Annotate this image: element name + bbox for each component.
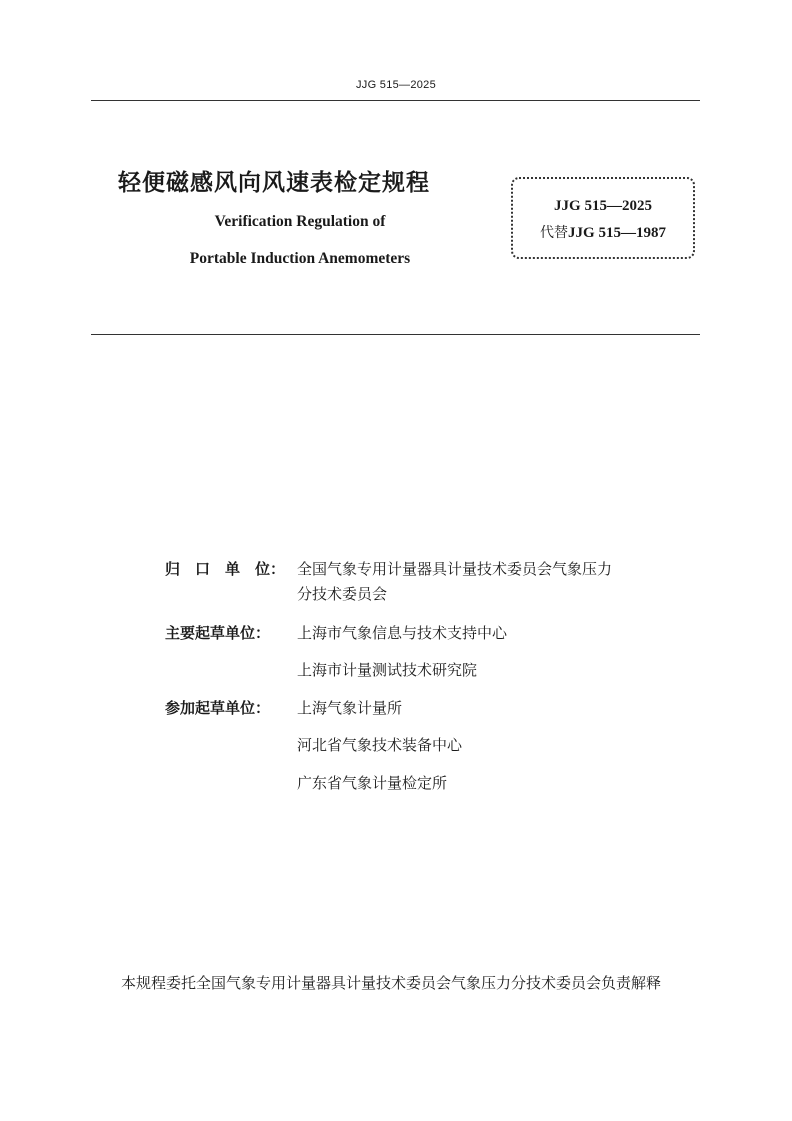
main-drafting-label: 主要起草单位：: [165, 624, 271, 642]
replaces-line: [513, 222, 693, 242]
main-drafting-unit-1: 上海市气象信息与技术支持中心: [297, 624, 508, 642]
replaced-standard-code: JJG 515—1987: [568, 225, 666, 241]
participating-unit-1: 上海气象计量所: [297, 699, 403, 717]
header-rule: [91, 100, 700, 101]
standard-code: JJG 515—2025: [554, 198, 652, 214]
responsible-unit-line2: 分技术委员会: [297, 585, 388, 603]
participating-drafting-label: 参加起草单位：: [165, 699, 271, 717]
responsible-unit-label: 归 口 单 位：: [165, 560, 286, 578]
responsible-unit-line1: 全国气象专用计量器具计量技术委员会气象压力: [297, 560, 613, 578]
replaces-prefix: 代替: [540, 225, 569, 241]
participating-unit-2: 河北省气象技术装备中心: [297, 736, 463, 754]
standard-code-box: [511, 177, 695, 259]
header-standard-code: JJG 515—2025: [355, 79, 437, 91]
title-chinese: 轻便磁感风向风速表检定规程: [118, 170, 430, 196]
interpretation-note: 本规程委托全国气象专用计量器具计量技术委员会气象压力分技术委员会负责解释: [121, 974, 662, 992]
main-drafting-unit-2: 上海市计量测试技术研究院: [297, 661, 478, 679]
title-bottom-rule: [91, 334, 700, 335]
title-english-line2: Portable Induction Anemometers: [189, 250, 411, 267]
participating-unit-3: 广东省气象计量检定所: [297, 774, 448, 792]
title-english-line1: Verification Regulation of: [214, 213, 386, 230]
